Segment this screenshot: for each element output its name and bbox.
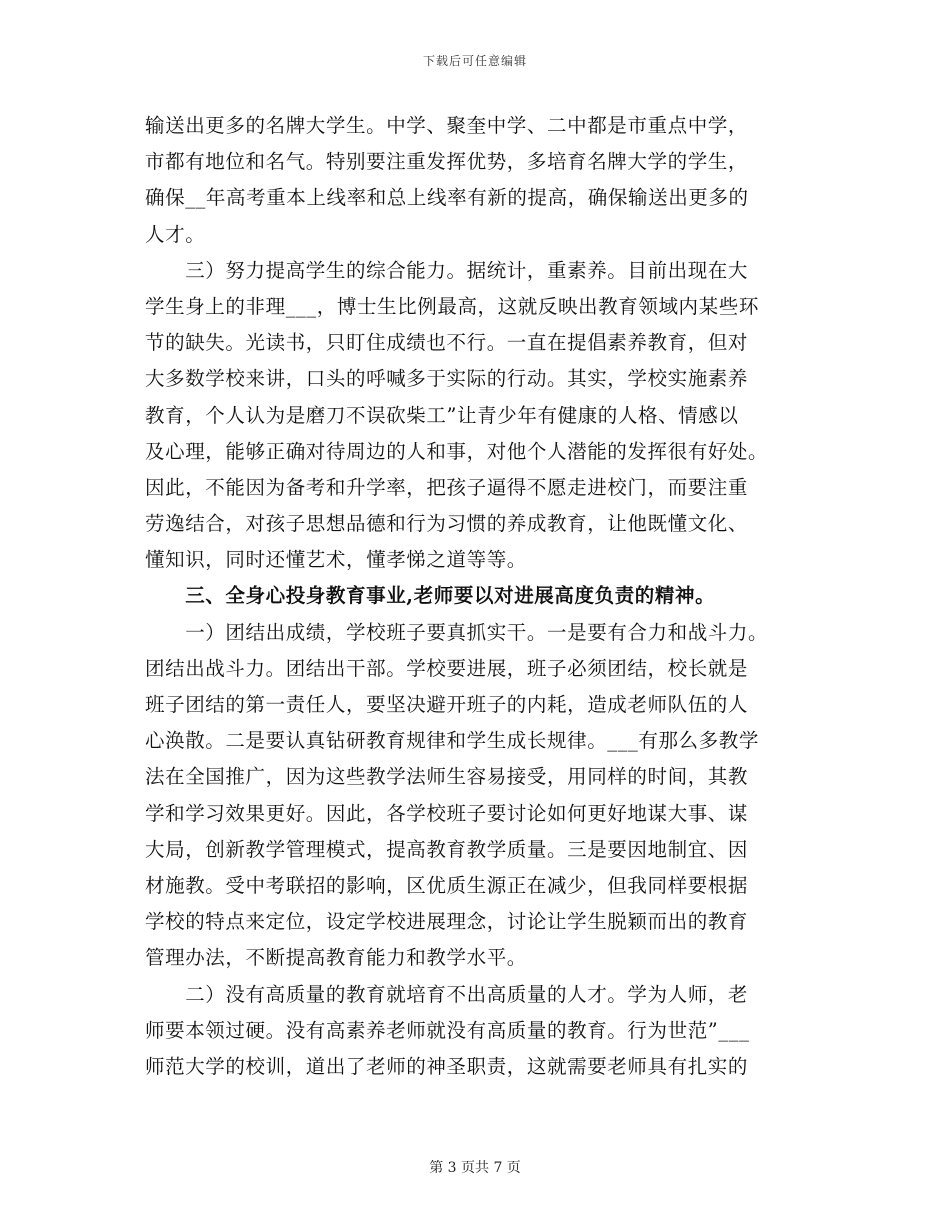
body-line: 懂知识，同时还懂艺术，懂孝悌之道等等。 xyxy=(145,548,527,572)
page-header: 下载后可任意编辑 xyxy=(422,54,527,68)
body-line: 师范大学的校训，道出了老师的神圣职责，这就需要老师具有扎实的 xyxy=(145,1054,749,1078)
body-line: 师要本领过硬。没有高素养老师就没有高质量的教育。行为世范”___ xyxy=(145,1018,750,1042)
body-line: 及心理，能够正确对待周边的人和事，对他个人潜能的发挥很有好处。 xyxy=(145,439,769,463)
body-line: 三）努力提高学生的综合能力。据统计，重素养。目前出现在大 xyxy=(145,258,749,282)
document-body xyxy=(145,108,807,1085)
body-line: 心涣散。二是要认真钻研教育规律和学生成长规律。___有那么多教学 xyxy=(145,729,759,753)
body-line: 教育，个人认为是磨刀不误砍柴工”让青少年有健康的人格、情感以 xyxy=(145,403,739,427)
body-line: 班子团结的第一责任人，要坚决避开班子的内耗，造成老师队伍的人 xyxy=(145,693,749,716)
body-line: 确保__年高考重本上线率和总上线率有新的提高，确保输送出更多的 xyxy=(145,186,749,210)
body-line: 输送出更多的名牌大学生。中学、聚奎中学、二中都是市重点中学， xyxy=(145,114,749,137)
body-line: 二）没有高质量的教育就培育不出高质量的人才。学为人师，老 xyxy=(145,982,749,1006)
section-heading: 三、全身心投身教育事业,老师要以对进展高度负责的精神。 xyxy=(145,584,716,608)
body-line: 一）团结出成绩，学校班子要真抓实干。一是要有合力和战斗力。 xyxy=(145,620,769,644)
body-line: 节的缺失。光读书，只盯住成绩也不行。一直在提倡素养教育，但对 xyxy=(145,331,749,355)
body-line: 劳逸结合，对孩子思想品德和行为习惯的养成教育，让他既懂文化、 xyxy=(145,512,749,536)
page-number-footer: 第 3 页共 7 页 xyxy=(429,1160,521,1176)
body-line: 管理办法，不断提高教育能力和教学水平。 xyxy=(145,946,527,970)
body-line: 团结出战斗力。团结出干部。学校要进展，班子必须团结，校长就是 xyxy=(145,656,749,680)
body-line: 大多数学校来讲，口头的呼喊多于实际的行动。其实，学校实施素养 xyxy=(145,367,749,391)
body-line: 因此，不能因为备考和升学率，把孩子逼得不愿走进校门，而要注重 xyxy=(145,475,749,499)
body-line: 学生身上的非理___，博士生比例最高，这就反映出教育领域内某些环 xyxy=(145,294,759,318)
body-line: 大局，创新教学管理模式，提高教育教学质量。三是要因地制宜、因 xyxy=(145,837,749,861)
body-line: 学和学习效果更好。因此，各学校班子要讨论如何更好地谋大事、谋 xyxy=(145,801,749,825)
body-line: 学校的特点来定位，设定学校进展理念，讨论让学生脱颖而出的教育 xyxy=(145,910,749,934)
body-line: 人才。 xyxy=(145,222,206,246)
body-line: 市都有地位和名气。特别要注重发挥优势，多培育名牌大学的学生， xyxy=(145,150,749,174)
body-line: 法在全国推广，因为这些教学法师生容易接受，用同样的时间，其教 xyxy=(145,765,749,789)
body-line: 材施教。受中考联招的影响，区优质生源正在减少，但我同样要根据 xyxy=(145,873,749,897)
